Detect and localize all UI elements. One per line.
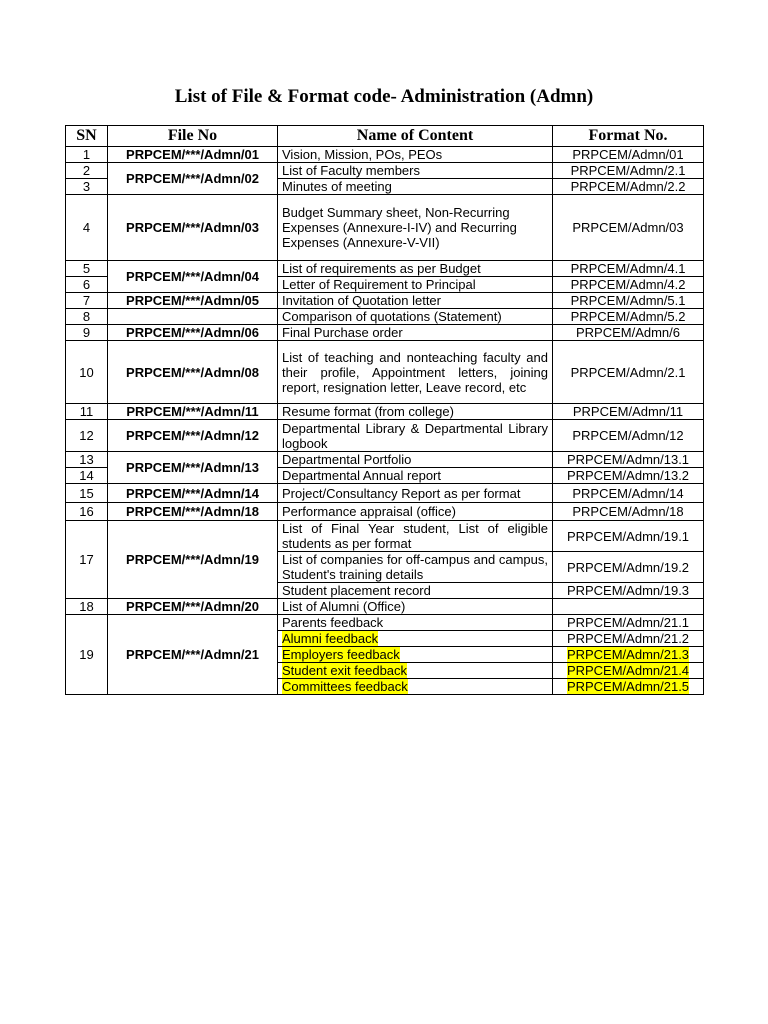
format-cell: PRPCEM/Admn/14 <box>553 484 704 503</box>
content-cell: List of requirements as per Budget <box>278 261 553 277</box>
format-cell: PRPCEM/Admn/5.2 <box>553 309 704 325</box>
format-cell <box>553 679 704 695</box>
format-cell: PRPCEM/Admn/19.2 <box>553 552 704 583</box>
highlighted-text: PRPCEM/Admn/21.5 <box>566 679 690 694</box>
table-row <box>66 503 704 521</box>
highlighted-text: Student exit feedback <box>282 663 408 678</box>
format-cell: PRPCEM/Admn/18 <box>553 503 704 521</box>
file-no-cell: PRPCEM/***/Admn/14 <box>108 484 278 503</box>
highlighted-text: Alumni feedback <box>282 631 379 646</box>
content-cell: Project/Consultancy Report as per format <box>278 484 553 503</box>
content-cell <box>278 631 553 647</box>
sn-cell: 11 <box>66 404 108 420</box>
table-row <box>66 325 704 341</box>
file-no-cell: PRPCEM/***/Admn/06 <box>108 325 278 341</box>
sn-cell: 10 <box>66 341 108 404</box>
file-no-cell: PRPCEM/***/Admn/04 <box>108 261 278 293</box>
content-cell: List of Alumni (Office) <box>278 599 553 615</box>
sn-cell: 18 <box>66 599 108 615</box>
sn-cell: 5 <box>66 261 108 277</box>
file-no-cell: PRPCEM/***/Admn/01 <box>108 147 278 163</box>
content-cell: Resume format (from college) <box>278 404 553 420</box>
format-cell: PRPCEM/Admn/4.1 <box>553 261 704 277</box>
content-cell: Budget Summary sheet, Non-Recurring Expenses (Annexure-I-IV) and Recurring Expenses (Annexure-V-VII) <box>278 195 553 261</box>
content-cell <box>278 647 553 663</box>
content-cell: Vision, Mission, POs, PEOs <box>278 147 553 163</box>
table-row <box>66 404 704 420</box>
content-cell: Student placement record <box>278 583 553 599</box>
sn-cell: 8 <box>66 309 108 325</box>
table-row <box>66 293 704 309</box>
header-content: Name of Content <box>278 126 553 147</box>
file-no-cell: PRPCEM/***/Admn/12 <box>108 420 278 452</box>
table-row <box>66 521 704 552</box>
format-cell: PRPCEM/Admn/13.2 <box>553 468 704 484</box>
table-row <box>66 309 704 325</box>
table-row <box>66 195 704 261</box>
header-sn: SN <box>66 126 108 147</box>
content-cell: Invitation of Quotation letter <box>278 293 553 309</box>
content-cell: Departmental Library & Departmental Library logbook <box>278 420 553 452</box>
sn-cell: 13 <box>66 452 108 468</box>
file-no-cell: PRPCEM/***/Admn/19 <box>108 521 278 599</box>
format-cell: PRPCEM/Admn/21.1 <box>553 615 704 631</box>
sn-cell: 3 <box>66 179 108 195</box>
sn-cell: 15 <box>66 484 108 503</box>
table-row <box>66 599 704 615</box>
file-no-cell: PRPCEM/***/Admn/11 <box>108 404 278 420</box>
format-cell: PRPCEM/Admn/5.1 <box>553 293 704 309</box>
content-cell: Departmental Annual report <box>278 468 553 484</box>
highlighted-text: Committees feedback <box>282 679 408 694</box>
table-row <box>66 420 704 452</box>
format-cell <box>553 599 704 615</box>
format-cell: PRPCEM/Admn/21.2 <box>553 631 704 647</box>
table-header-row <box>66 126 704 147</box>
header-format: Format No. <box>553 126 704 147</box>
sn-cell: 12 <box>66 420 108 452</box>
format-cell: PRPCEM/Admn/01 <box>553 147 704 163</box>
format-cell <box>553 647 704 663</box>
table-row <box>66 484 704 503</box>
table-row <box>66 452 704 468</box>
sn-cell: 7 <box>66 293 108 309</box>
file-no-cell: PRPCEM/***/Admn/05 <box>108 293 278 309</box>
format-cell: PRPCEM/Admn/2.1 <box>553 163 704 179</box>
format-cell: PRPCEM/Admn/19.3 <box>553 583 704 599</box>
format-cell: PRPCEM/Admn/11 <box>553 404 704 420</box>
highlighted-text: Employers feedback <box>282 647 400 662</box>
content-cell: Performance appraisal (office) <box>278 503 553 521</box>
sn-cell: 16 <box>66 503 108 521</box>
content-cell: List of teaching and nonteaching faculty and their profile, Appointment letters, joining report, resignation letter, Leave record, etc <box>278 341 553 404</box>
file-no-cell: PRPCEM/***/Admn/20 <box>108 599 278 615</box>
content-cell <box>278 663 553 679</box>
content-cell: Final Purchase order <box>278 325 553 341</box>
sn-cell: 17 <box>66 521 108 599</box>
file-no-cell <box>108 309 278 325</box>
content-cell: List of Faculty members <box>278 163 553 179</box>
content-cell <box>278 679 553 695</box>
format-cell: PRPCEM/Admn/19.1 <box>553 521 704 552</box>
format-cell: PRPCEM/Admn/13.1 <box>553 452 704 468</box>
format-cell: PRPCEM/Admn/2.1 <box>553 341 704 404</box>
file-no-cell: PRPCEM/***/Admn/18 <box>108 503 278 521</box>
table-row <box>66 147 704 163</box>
sn-cell: 19 <box>66 615 108 695</box>
format-cell: PRPCEM/Admn/6 <box>553 325 704 341</box>
sn-cell: 14 <box>66 468 108 484</box>
file-no-cell: PRPCEM/***/Admn/02 <box>108 163 278 195</box>
file-no-cell: PRPCEM/***/Admn/13 <box>108 452 278 484</box>
content-cell: Minutes of meeting <box>278 179 553 195</box>
sn-cell: 6 <box>66 277 108 293</box>
content-cell: Letter of Requirement to Principal <box>278 277 553 293</box>
content-cell: List of companies for off-campus and campus, Student's training details <box>278 552 553 583</box>
sn-cell: 9 <box>66 325 108 341</box>
format-cell: PRPCEM/Admn/2.2 <box>553 179 704 195</box>
table-row <box>66 341 704 404</box>
file-format-table <box>65 125 704 695</box>
sn-cell: 2 <box>66 163 108 179</box>
sn-cell: 1 <box>66 147 108 163</box>
content-cell: Departmental Portfolio <box>278 452 553 468</box>
highlighted-text: PRPCEM/Admn/21.3 <box>566 647 690 662</box>
content-cell: List of Final Year student, List of eligible students as per format <box>278 521 553 552</box>
content-cell: Comparison of quotations (Statement) <box>278 309 553 325</box>
format-cell <box>553 663 704 679</box>
table-row <box>66 615 704 631</box>
file-no-cell: PRPCEM/***/Admn/03 <box>108 195 278 261</box>
header-file-no: File No <box>108 126 278 147</box>
page-title: List of File & Format code- Administration (Admn) <box>174 86 594 107</box>
highlighted-text: PRPCEM/Admn/21.4 <box>566 663 690 678</box>
table-row <box>66 261 704 277</box>
file-no-cell: PRPCEM/***/Admn/21 <box>108 615 278 695</box>
format-cell: PRPCEM/Admn/03 <box>553 195 704 261</box>
file-no-cell: PRPCEM/***/Admn/08 <box>108 341 278 404</box>
sn-cell: 4 <box>66 195 108 261</box>
content-cell: Parents feedback <box>278 615 553 631</box>
table-row <box>66 163 704 179</box>
format-cell: PRPCEM/Admn/12 <box>553 420 704 452</box>
format-cell: PRPCEM/Admn/4.2 <box>553 277 704 293</box>
